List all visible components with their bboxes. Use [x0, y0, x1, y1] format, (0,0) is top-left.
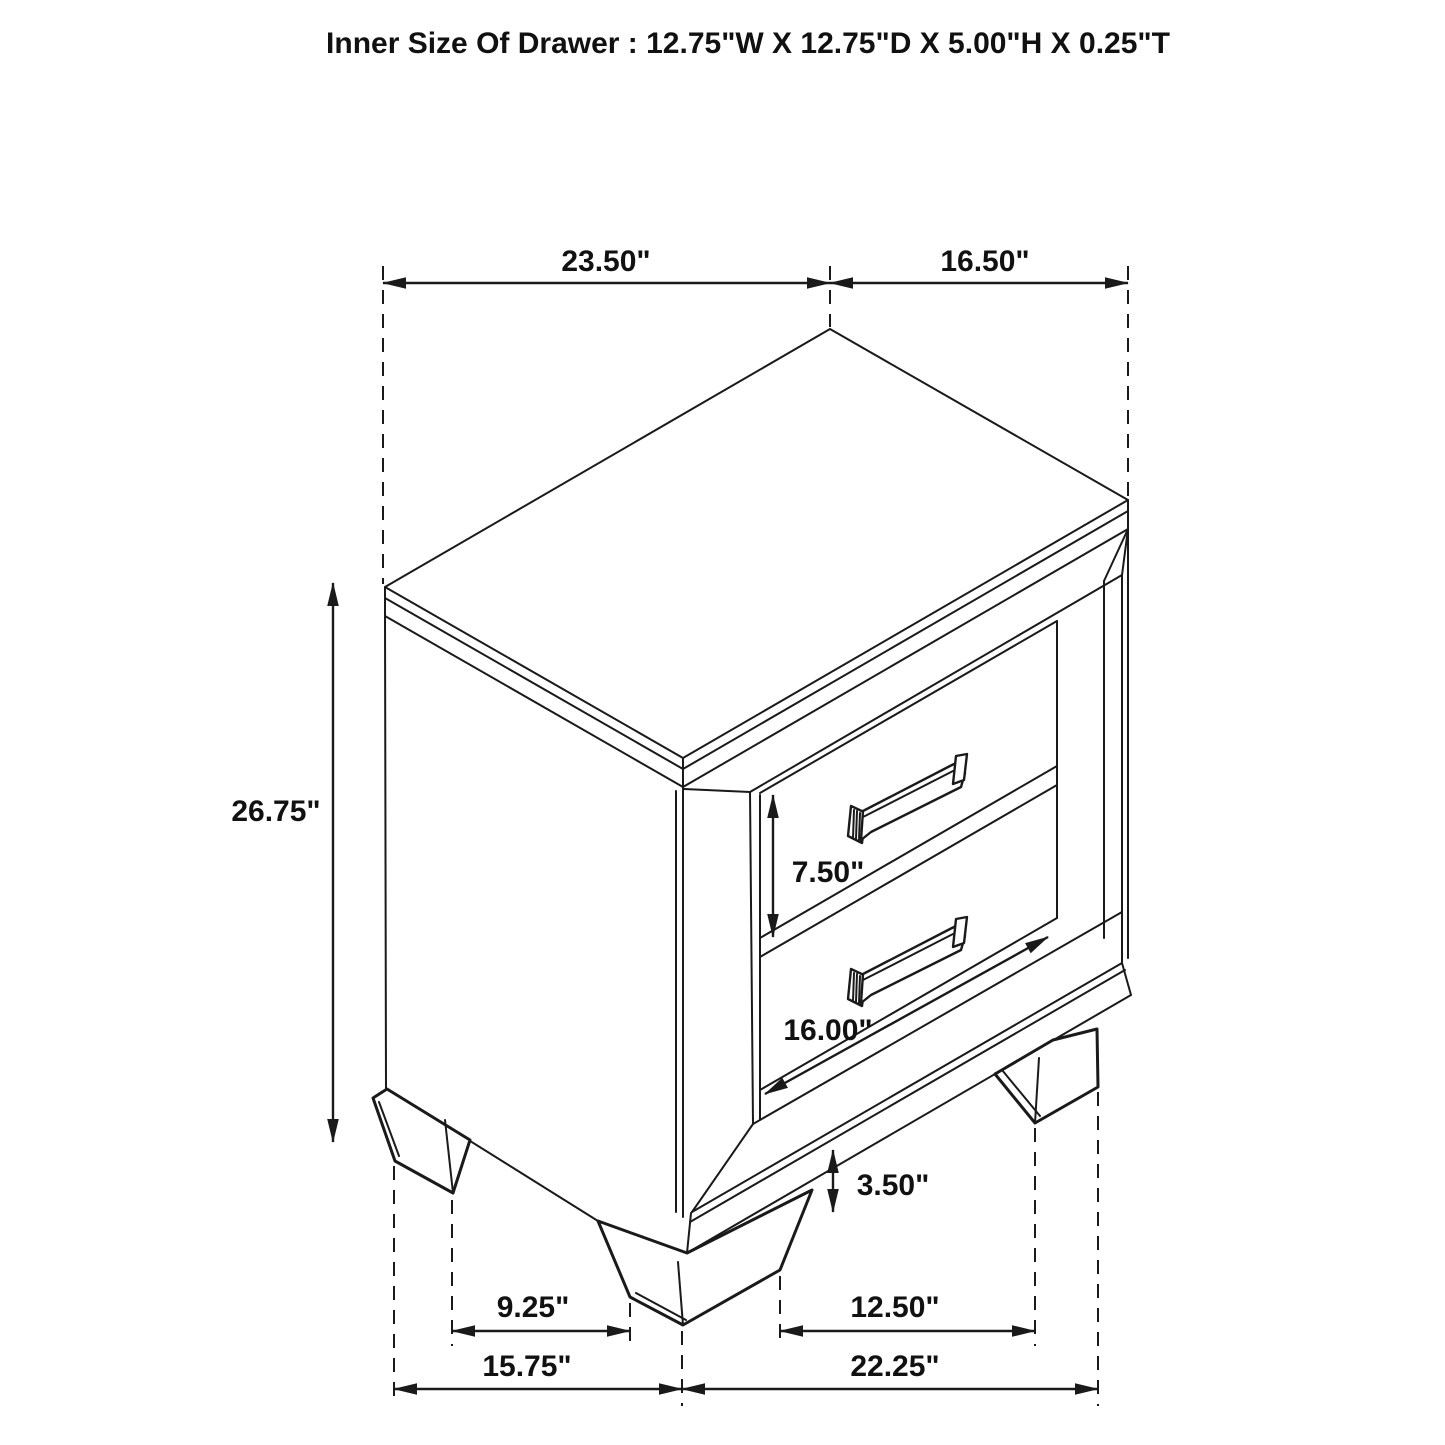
dim-label-leg-height: 3.50": [856, 1169, 930, 1202]
dimension-lines: [333, 283, 1128, 1389]
dim-label-base-width: 22.25": [850, 1350, 940, 1383]
dim-label-leg-span-front: 12.50": [850, 1291, 940, 1324]
drawer-handles: [848, 754, 967, 1006]
dimension-labels: [231, 245, 1029, 1383]
dim-label-overall-height: 26.75": [231, 795, 321, 828]
dim-label-leg-span-side: 9.25": [496, 1291, 570, 1324]
dim-label-drawer-height: 7.50": [791, 856, 865, 889]
dim-label-base-depth: 15.75": [482, 1350, 572, 1383]
nightstand-feet: [373, 1029, 1098, 1325]
page-title: Inner Size Of Drawer : 12.75"W X 12.75"D X 5.00"H X 0.25"T: [326, 27, 1170, 60]
dim-label-drawer-width: 16.00": [783, 1014, 873, 1047]
dim-label-top-width: 23.50": [561, 245, 651, 278]
nightstand-top-face: [385, 329, 1128, 787]
dim-label-top-depth: 16.50": [940, 245, 1030, 278]
